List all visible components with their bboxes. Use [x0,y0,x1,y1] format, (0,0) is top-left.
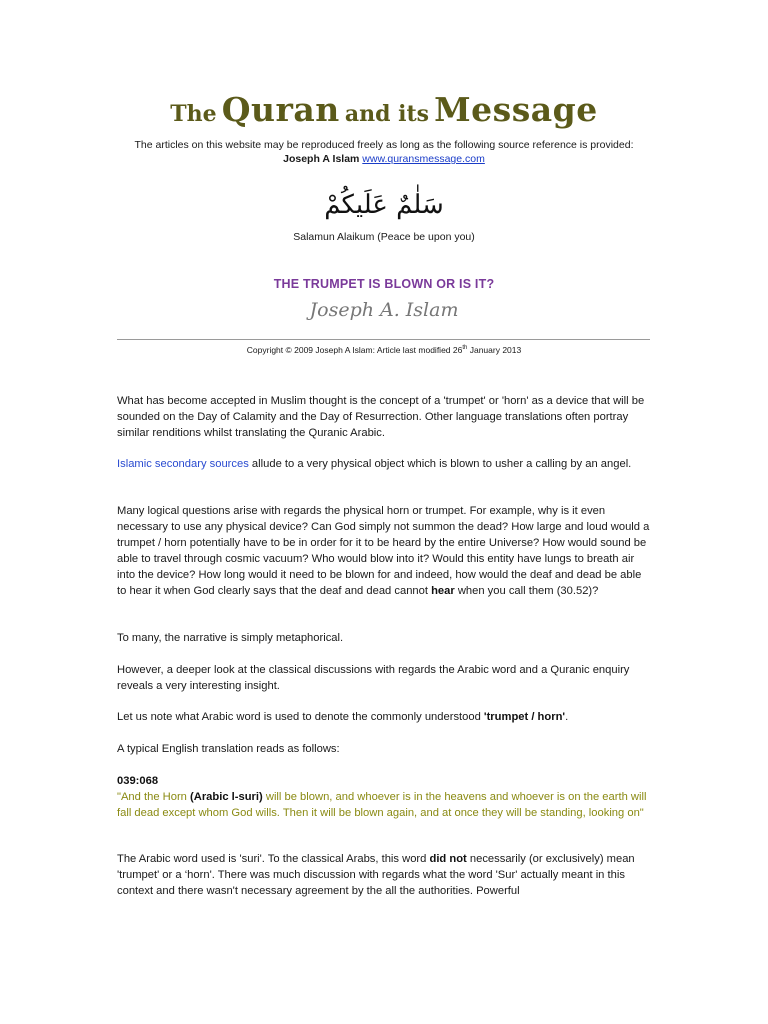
verse-text-b: will be blown, and whoever is in the heavens and whoever is on the earth will fall dead except whom God wills. Then it will be blown again, and at once they will be standing, looking on" [117,791,647,819]
logo-message: Message [434,90,598,129]
arabic-word-bold: 'trumpet / horn' [483,711,566,723]
questions-bold: hear [431,585,455,597]
copyright-prefix: Copyright © 2009 Joseph A Islam: Article last modified 26 [246,345,463,355]
salam-english: Salamun Alaikum (Peace be upon you) [293,231,475,243]
secondary-sources-text: allude to a very physical object which is blown to usher a calling by an angel. [248,458,632,470]
verse-reference: 039:068 [117,775,159,787]
verse-text [117,789,652,821]
paragraph-suri [117,851,652,899]
metaphorical-text: To many, the narrative is simply metaphorical. [117,632,344,644]
logo-the: The [170,101,217,127]
copyright-sup: th [462,345,468,352]
reproduction-notice: The articles on this website may be reproduced freely as long as the following source reference is provided: [134,139,634,151]
paragraph-secondary-sources [117,456,652,472]
arabic-word-text-a: Let us note what Arabic word is used to denote the commonly understood [117,711,484,723]
paragraph-questions [117,503,652,599]
verse-arabic-term: (Arabic l-suri) [190,791,263,803]
logo-and-its: and its [344,101,430,127]
paragraph-intro [117,393,652,441]
arabic-word-text-b: . [565,711,569,723]
questions-text-a: Many logical questions arise with regards the physical horn or trumpet. For example, why is it even necessary to use any physical device? Can God simply not summon the dead? How large and loud would a trumpet / horn potentially have to be in order for it to be heard by the entire Universe? How would sound be able to travel through cosmic vacuum? Who would blow into it? Would this entity have lungs to breath air into the device? How long would it need to be blown for and indeed, how would the deaf and dead be able to hear it when God clearly says that the deaf and dead cannot [117,505,650,597]
verse-text-a: "And the Horn [117,791,191,803]
verse-block [117,773,652,821]
author-name: Joseph A Islam [283,153,360,165]
paragraph-deeper-look [117,662,652,694]
divider [117,339,650,340]
suri-bold: did not [429,853,467,865]
copyright-suffix: January 2013 [467,345,522,355]
paragraph-intro-text: What has become accepted in Muslim thought is the concept of a 'trumpet' or 'horn' as a device that will be sounded on the Day of Calamity and the Day of Resurrection. Other language translations often portray similar renditions whilst translating the Quranic Arabic. [117,395,645,439]
copyright-line [0,345,768,355]
typical-translation-text: A typical English translation reads as follows: [117,743,340,755]
secondary-sources-link[interactable]: Islamic secondary sources [117,458,249,470]
author-signature: Joseph A. Islam [309,299,459,321]
questions-text-b: when you call them (30.52)? [454,585,599,597]
paragraph-typical-translation [117,741,652,757]
source-reference [0,153,768,165]
suri-text-b: necessarily (or exclusively) mean 'trumpet' or a ‘horn'. There was much discussion with regards what the word 'Sur' actually meant in this context and there wasn't necessary agreement by the all the authorities. Powerful [117,853,635,897]
deeper-look-text: However, a deeper look at the classical discussions with regards the Arabic word and a Quranic enquiry reveals a very interesting insight. [117,664,630,692]
salam-arabic: سَلٰمٌ عَلَيكُمْ [324,190,444,220]
suri-text-a: The Arabic word used is 'suri'. To the classical Arabs, this word [117,853,430,865]
logo-quran: Quran [221,90,340,129]
website-link[interactable]: www.quransmessage.com [362,153,485,165]
site-logo [0,90,768,129]
article-title: THE TRUMPET IS BLOWN OR IS IT? [273,277,495,291]
paragraph-arabic-word [117,709,652,725]
paragraph-metaphorical [117,630,652,646]
